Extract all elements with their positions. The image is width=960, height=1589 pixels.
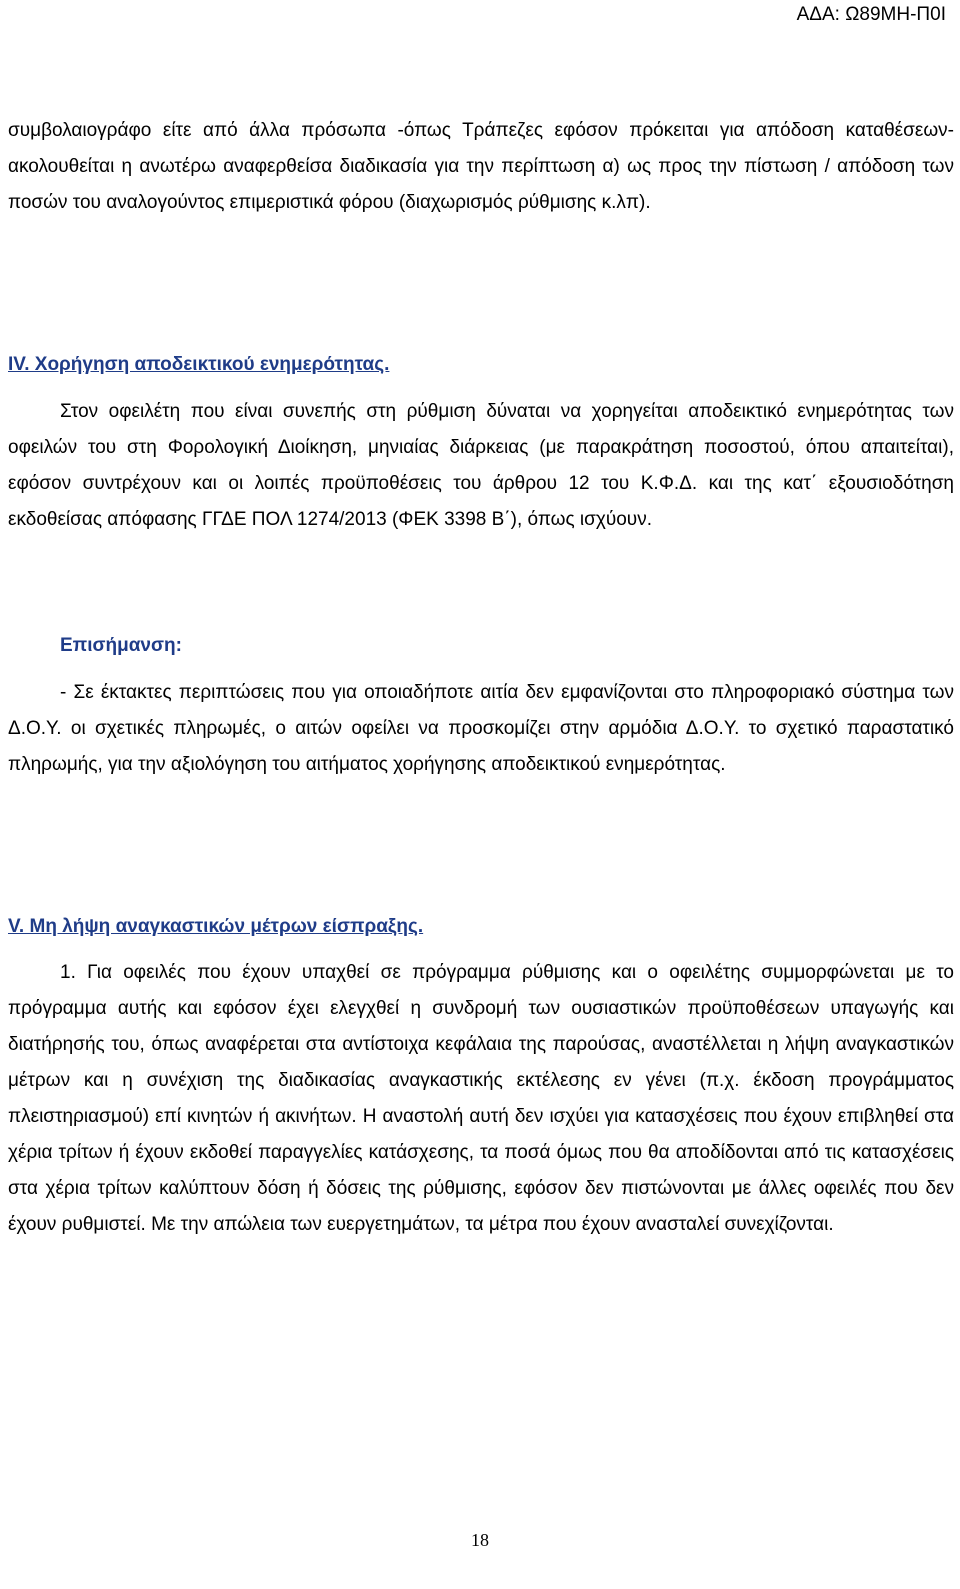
section-iv-heading: IV. Χορήγηση αποδεικτικού ενημερότητας. <box>8 354 390 375</box>
intro-paragraph: συμβολαιογράφο είτε από άλλα πρόσωπα -όπως Τράπεζες εφόσον πρόκειται για απόδοση καταθέσεων- ακολουθείται η ανωτέρω αναφερθείσα διαδικασία για την περίπτωση α) ως προς την πίστωση / απόδοση των ποσών του αναλογούντος επιμεριστικά φόρου (διαχωρισμός ρύθμισης κ.λπ). <box>8 120 954 213</box>
ada-code: ΑΔΑ: Ω89ΜΗ-Π0Ι <box>796 4 946 25</box>
note-label: Επισήμανση: <box>60 635 182 656</box>
section-v-heading: V. Μη λήψη αναγκαστικών μέτρων είσπραξης. <box>8 916 424 937</box>
section-iv-body: Στον οφειλέτη που είναι συνεπής στη ρύθμιση δύναται να χορηγείται αποδεικτικό ενημερότητας των οφειλών του στη Φορολογική Διοίκηση, μηνιαίας διάρκειας (με παρακράτηση ποσοστού, όπου απαιτείται), εφόσον συντρέχουν και οι λοιπές προϋποθέσεις του άρθρου 12 του Κ.Φ.Δ. και της κατ΄ εξουσιοδότηση εκδοθείσας απόφασης ΓΓΔΕ ΠΟΛ 1274/2013 (ΦΕΚ 3398 Β΄), όπως ισχύουν. <box>8 401 954 530</box>
section-v-body: 1. Για οφειλές που έχουν υπαχθεί σε πρόγραμμα ρύθμισης και ο οφειλέτης συμμορφώνεται με το πρόγραμμα αυτής και εφόσον έχει ελεγχθεί η συνδρομή των ουσιαστικών προϋποθέσεων υπαγωγής και διατήρησής του, όπως αναφέρεται στα αντίστοιχα κεφάλαια της παρούσας, αναστέλλεται η λήψη αναγκαστικών μέτρων και η συνέχιση της διαδικασίας αναγκαστικής εκτέλεσης εν γένει (π.χ. έκδοση προγράμματος πλειστηριασμού) επί κινητών ή ακινήτων. Η αναστολή αυτή δεν ισχύει για κατασχέσεις που έχουν επιβληθεί στα χέρια τρίτων ή έχουν εκδοθεί παραγγελίες κατάσχεσης, τα ποσά όμως που θα αποδίδονται από τις κατασχέσεις στα χέρια τρίτων καλύπτουν δόση ή δόσεις της ρύθμισης, εφόσον δεν πιστώνονται με άλλες οφειλές που δεν έχουν ρυθμιστεί. Με την απώλεια των ευεργετημάτων, τα μέτρα που έχουν ανασταλεί συνεχίζονται. <box>8 962 954 1235</box>
page-number: 18 <box>471 1530 489 1550</box>
note-body: - Σε έκτακτες περιπτώσεις που για οποιαδήποτε αιτία δεν εμφανίζονται στο πληροφοριακό σύστημα των Δ.Ο.Υ. οι σχετικές πληρωμές, ο αιτών οφείλει να προσκομίζει στην αρμόδια Δ.Ο.Υ. το σχετικό παραστατικό πληρωμής, για την αξιολόγηση του αιτήματος χορήγησης αποδεικτικού ενημερότητας. <box>8 682 954 775</box>
